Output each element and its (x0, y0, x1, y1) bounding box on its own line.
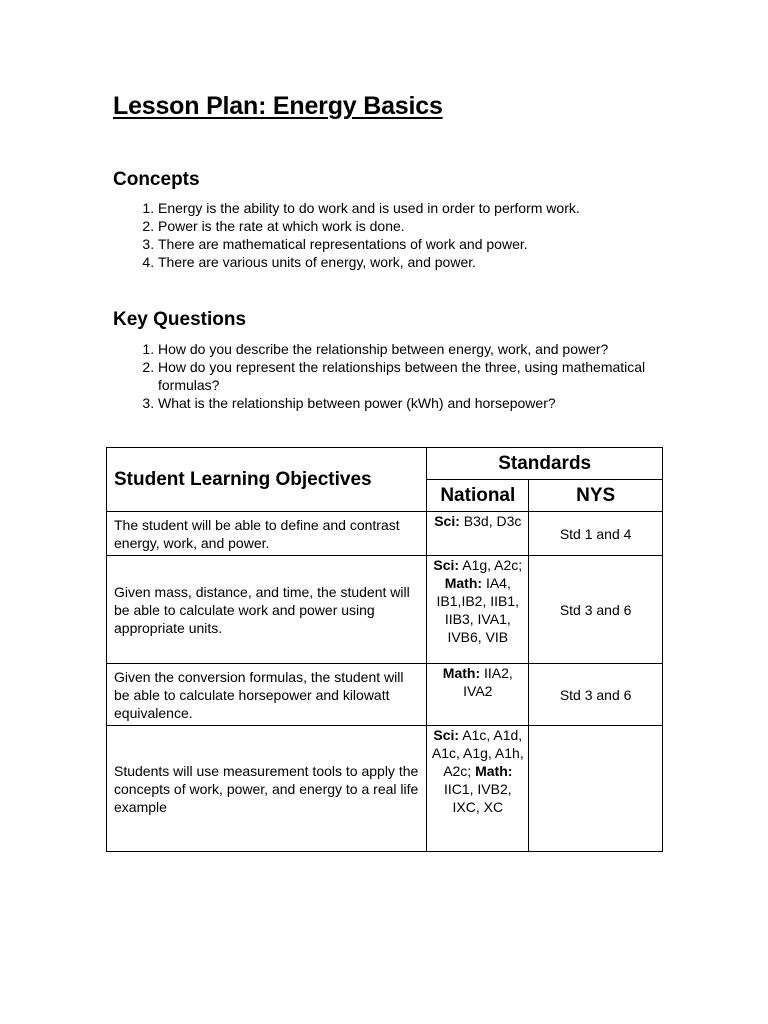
standard-codes: A1c, A1d, A1c, A1g, A1h, A2c; (431, 727, 524, 779)
standard-codes: IA4, IB1,IB2, IIB1, IIB3, IVA1, IVB6, VIB (436, 575, 520, 645)
list-item: 1. How do you describe the relationship between energy, work, and power? (158, 340, 658, 358)
objective-cell: Given the conversion formulas, the student will be able to calculate horsepower and kilowatt equivalence. (107, 664, 427, 726)
objective-cell: Given mass, distance, and time, the student will be able to calculate work and power using appropriate units. (107, 556, 427, 664)
concepts-list (134, 199, 678, 271)
list-item: 3. What is the relationship between power (kWh) and horsepower? (158, 394, 658, 412)
key-questions-list (134, 340, 658, 412)
national-cell (427, 556, 529, 664)
objectives-table (106, 447, 663, 852)
objectives-header: Student Learning Objectives (107, 448, 427, 512)
standard-label: Math: (475, 763, 513, 779)
standard-label: Sci: (433, 557, 460, 573)
list-item: 4. There are various units of energy, work, and power. (158, 253, 678, 271)
table-row (107, 726, 663, 852)
standard-label: Sci: (433, 727, 460, 743)
national-cell (427, 726, 529, 852)
standard-codes: A1g, A2c; (459, 557, 523, 573)
list-item: 2. How do you represent the relationships between the three, using mathematical formulas? (158, 358, 658, 394)
objective-cell: The student will be able to define and contrast energy, work, and power. (107, 512, 427, 556)
table-row (107, 664, 663, 726)
concepts-heading: Concepts (113, 169, 200, 190)
nys-cell: Std 1 and 4 (529, 512, 663, 556)
key-questions-heading: Key Questions (113, 309, 247, 330)
national-cell (427, 512, 529, 556)
standard-label: Math: (444, 575, 483, 591)
page-title: Lesson Plan: Energy Basics (113, 92, 443, 120)
objective-cell: Students will use measurement tools to apply the concepts of work, power, and energy to a real life example (107, 726, 427, 852)
standard-label: Sci: (434, 513, 460, 529)
standard-label: Math: (442, 665, 481, 681)
standard-codes: B3d, D3c (459, 513, 522, 529)
table-row (107, 512, 663, 556)
standard-codes: IIA2, IVA2 (463, 665, 513, 699)
table-row (107, 556, 663, 664)
list-item: 2. Power is the rate at which work is done. (158, 217, 678, 235)
nys-cell (529, 726, 663, 852)
nys-cell: Std 3 and 6 (529, 664, 663, 726)
standard-codes: IIC1, IVB2, IXC, XC (443, 781, 512, 815)
table-header-row (107, 448, 663, 480)
standards-header: Standards (427, 448, 663, 480)
national-cell (427, 664, 529, 726)
list-item: 3. There are mathematical representations of work and power. (158, 235, 678, 253)
nys-header: NYS (529, 480, 663, 512)
national-header: National (427, 480, 529, 512)
nys-cell: Std 3 and 6 (529, 556, 663, 664)
list-item: 1. Energy is the ability to do work and is used in order to perform work. (158, 199, 678, 217)
